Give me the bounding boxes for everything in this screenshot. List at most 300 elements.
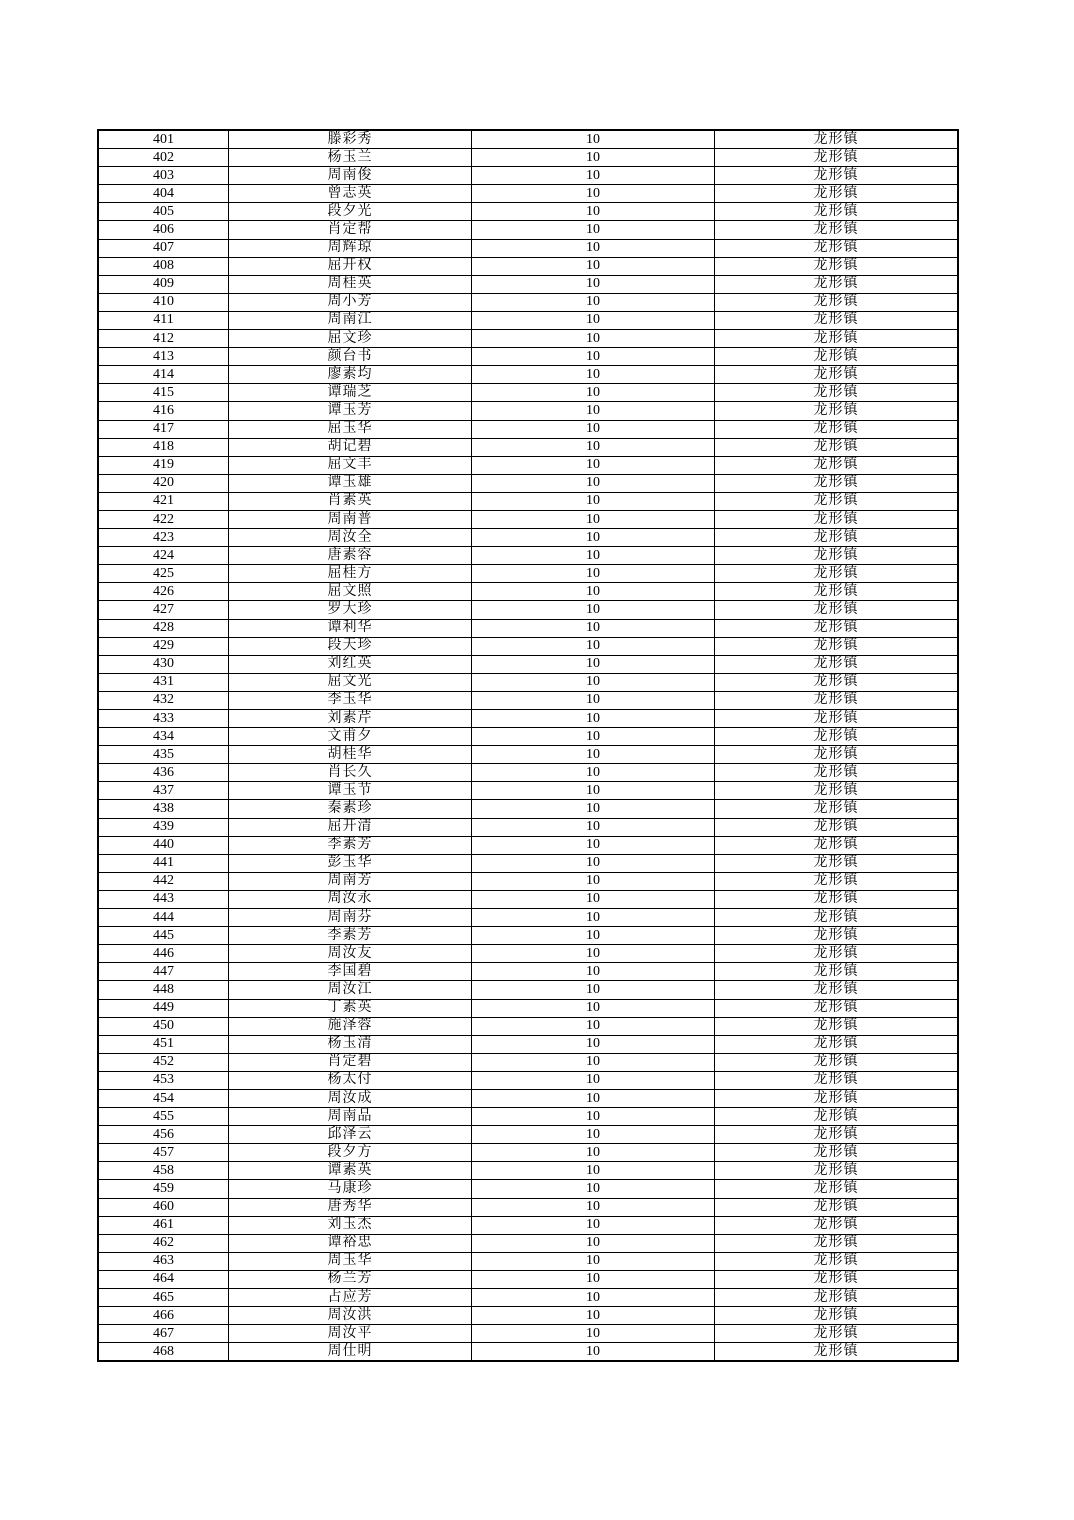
table-row — [98, 673, 958, 691]
amount-cell: 10 — [472, 963, 715, 981]
table-row — [98, 637, 958, 655]
name-cell: 李国碧 — [229, 963, 472, 981]
table-row — [98, 492, 958, 510]
town-cell: 龙形镇 — [715, 492, 959, 510]
name-cell: 杨兰芳 — [229, 1270, 472, 1288]
table-row — [98, 1071, 958, 1089]
town-cell: 龙形镇 — [715, 167, 959, 185]
row-number-cell: 424 — [98, 547, 229, 565]
amount-cell: 10 — [472, 510, 715, 528]
amount-cell: 10 — [472, 239, 715, 257]
table-row — [98, 456, 958, 474]
amount-cell: 10 — [472, 927, 715, 945]
town-cell: 龙形镇 — [715, 130, 959, 149]
row-number-cell: 438 — [98, 800, 229, 818]
amount-cell: 10 — [472, 655, 715, 673]
town-cell: 龙形镇 — [715, 981, 959, 999]
town-cell: 龙形镇 — [715, 583, 959, 601]
table-row — [98, 1343, 958, 1362]
row-number-cell: 410 — [98, 293, 229, 311]
town-cell: 龙形镇 — [715, 311, 959, 329]
row-number-cell: 437 — [98, 782, 229, 800]
table-row — [98, 1089, 958, 1107]
name-cell: 杨玉兰 — [229, 149, 472, 167]
town-cell: 龙形镇 — [715, 275, 959, 293]
name-cell: 谭瑞芝 — [229, 384, 472, 402]
row-number-cell: 423 — [98, 529, 229, 547]
name-cell: 周南江 — [229, 311, 472, 329]
name-cell: 李素芳 — [229, 927, 472, 945]
amount-cell: 10 — [472, 529, 715, 547]
table-row — [98, 710, 958, 728]
amount-cell: 10 — [472, 637, 715, 655]
amount-cell: 10 — [472, 872, 715, 890]
amount-cell: 10 — [472, 981, 715, 999]
table-row — [98, 583, 958, 601]
name-cell: 肖素英 — [229, 492, 472, 510]
amount-cell: 10 — [472, 673, 715, 691]
table-row — [98, 1017, 958, 1035]
amount-cell: 10 — [472, 330, 715, 348]
row-number-cell: 465 — [98, 1289, 229, 1307]
amount-cell: 10 — [472, 149, 715, 167]
town-cell: 龙形镇 — [715, 1325, 959, 1343]
name-cell: 屈文照 — [229, 583, 472, 601]
row-number-cell: 457 — [98, 1144, 229, 1162]
row-number-cell: 447 — [98, 963, 229, 981]
town-cell: 龙形镇 — [715, 384, 959, 402]
name-cell: 屈开权 — [229, 257, 472, 275]
row-number-cell: 453 — [98, 1071, 229, 1089]
row-number-cell: 406 — [98, 221, 229, 239]
amount-cell: 10 — [472, 854, 715, 872]
table-row — [98, 746, 958, 764]
table-row — [98, 1252, 958, 1270]
row-number-cell: 408 — [98, 257, 229, 275]
name-cell: 周南俊 — [229, 167, 472, 185]
row-number-cell: 439 — [98, 818, 229, 836]
row-number-cell: 431 — [98, 673, 229, 691]
name-cell: 屈文丰 — [229, 456, 472, 474]
amount-cell: 10 — [472, 691, 715, 709]
name-cell: 屈玉华 — [229, 420, 472, 438]
row-number-cell: 420 — [98, 474, 229, 492]
amount-cell: 10 — [472, 1180, 715, 1198]
table-row — [98, 800, 958, 818]
table-row — [98, 438, 958, 456]
town-cell: 龙形镇 — [715, 1126, 959, 1144]
table-row — [98, 384, 958, 402]
row-number-cell: 426 — [98, 583, 229, 601]
town-cell: 龙形镇 — [715, 547, 959, 565]
row-number-cell: 466 — [98, 1307, 229, 1325]
row-number-cell: 418 — [98, 438, 229, 456]
town-cell: 龙形镇 — [715, 836, 959, 854]
amount-cell: 10 — [472, 565, 715, 583]
name-cell: 胡记碧 — [229, 438, 472, 456]
town-cell: 龙形镇 — [715, 746, 959, 764]
town-cell: 龙形镇 — [715, 510, 959, 528]
name-cell: 谭利华 — [229, 619, 472, 637]
name-cell: 段夕方 — [229, 1144, 472, 1162]
name-cell: 颜台书 — [229, 348, 472, 366]
town-cell: 龙形镇 — [715, 185, 959, 203]
amount-cell: 10 — [472, 474, 715, 492]
town-cell: 龙形镇 — [715, 420, 959, 438]
table-row — [98, 927, 958, 945]
name-cell: 周汝平 — [229, 1325, 472, 1343]
amount-cell: 10 — [472, 890, 715, 908]
row-number-cell: 425 — [98, 565, 229, 583]
town-cell: 龙形镇 — [715, 474, 959, 492]
name-cell: 周玉华 — [229, 1252, 472, 1270]
name-cell: 段天珍 — [229, 637, 472, 655]
amount-cell: 10 — [472, 619, 715, 637]
name-cell: 谭玉节 — [229, 782, 472, 800]
name-cell: 周汝友 — [229, 945, 472, 963]
table-row — [98, 1307, 958, 1325]
town-cell: 龙形镇 — [715, 239, 959, 257]
table-row — [98, 1144, 958, 1162]
row-number-cell: 415 — [98, 384, 229, 402]
row-number-cell: 436 — [98, 764, 229, 782]
name-cell: 秦素珍 — [229, 800, 472, 818]
name-cell: 屈开清 — [229, 818, 472, 836]
name-cell: 杨玉清 — [229, 1035, 472, 1053]
row-number-cell: 456 — [98, 1126, 229, 1144]
town-cell: 龙形镇 — [715, 945, 959, 963]
town-cell: 龙形镇 — [715, 1307, 959, 1325]
table-row — [98, 619, 958, 637]
town-cell: 龙形镇 — [715, 1343, 959, 1362]
row-number-cell: 413 — [98, 348, 229, 366]
amount-cell: 10 — [472, 203, 715, 221]
name-cell: 罗大珍 — [229, 601, 472, 619]
town-cell: 龙形镇 — [715, 1289, 959, 1307]
name-cell: 屈文光 — [229, 673, 472, 691]
name-cell: 丁素英 — [229, 999, 472, 1017]
name-cell: 刘红英 — [229, 655, 472, 673]
row-number-cell: 446 — [98, 945, 229, 963]
row-number-cell: 401 — [98, 130, 229, 149]
row-number-cell: 441 — [98, 854, 229, 872]
name-cell: 谭裕忠 — [229, 1234, 472, 1252]
town-cell: 龙形镇 — [715, 1252, 959, 1270]
town-cell: 龙形镇 — [715, 1180, 959, 1198]
name-cell: 廖素均 — [229, 366, 472, 384]
table-row — [98, 1180, 958, 1198]
name-cell: 滕彩秀 — [229, 130, 472, 149]
name-cell: 肖长久 — [229, 764, 472, 782]
row-number-cell: 462 — [98, 1234, 229, 1252]
town-cell: 龙形镇 — [715, 529, 959, 547]
amount-cell: 10 — [472, 492, 715, 510]
table-row — [98, 963, 958, 981]
amount-cell: 10 — [472, 1198, 715, 1216]
amount-cell: 10 — [472, 293, 715, 311]
name-cell: 肖定碧 — [229, 1053, 472, 1071]
row-number-cell: 429 — [98, 637, 229, 655]
amount-cell: 10 — [472, 311, 715, 329]
table-row — [98, 890, 958, 908]
row-number-cell: 428 — [98, 619, 229, 637]
name-cell: 谭玉雄 — [229, 474, 472, 492]
table-row — [98, 854, 958, 872]
amount-cell: 10 — [472, 1144, 715, 1162]
table-row — [98, 1216, 958, 1234]
row-number-cell: 433 — [98, 710, 229, 728]
name-cell: 马康珍 — [229, 1180, 472, 1198]
row-number-cell: 468 — [98, 1343, 229, 1362]
table-row — [98, 1325, 958, 1343]
table-row — [98, 1126, 958, 1144]
name-cell: 刘素芹 — [229, 710, 472, 728]
table-row — [98, 818, 958, 836]
amount-cell: 10 — [472, 275, 715, 293]
row-number-cell: 458 — [98, 1162, 229, 1180]
table-row — [98, 764, 958, 782]
row-number-cell: 411 — [98, 311, 229, 329]
name-cell: 文甫夕 — [229, 728, 472, 746]
town-cell: 龙形镇 — [715, 691, 959, 709]
row-number-cell: 443 — [98, 890, 229, 908]
row-number-cell: 460 — [98, 1198, 229, 1216]
roster-table — [97, 129, 959, 1362]
town-cell: 龙形镇 — [715, 1162, 959, 1180]
town-cell: 龙形镇 — [715, 203, 959, 221]
name-cell: 刘玉杰 — [229, 1216, 472, 1234]
town-cell: 龙形镇 — [715, 818, 959, 836]
amount-cell: 10 — [472, 185, 715, 203]
name-cell: 周仕明 — [229, 1343, 472, 1362]
town-cell: 龙形镇 — [715, 890, 959, 908]
row-number-cell: 461 — [98, 1216, 229, 1234]
name-cell: 周南品 — [229, 1108, 472, 1126]
town-cell: 龙形镇 — [715, 963, 959, 981]
amount-cell: 10 — [472, 1053, 715, 1071]
row-number-cell: 464 — [98, 1270, 229, 1288]
amount-cell: 10 — [472, 384, 715, 402]
amount-cell: 10 — [472, 909, 715, 927]
name-cell: 周汝洪 — [229, 1307, 472, 1325]
table-row — [98, 909, 958, 927]
row-number-cell: 434 — [98, 728, 229, 746]
row-number-cell: 445 — [98, 927, 229, 945]
town-cell: 龙形镇 — [715, 1089, 959, 1107]
table-row — [98, 366, 958, 384]
amount-cell: 10 — [472, 818, 715, 836]
row-number-cell: 405 — [98, 203, 229, 221]
name-cell: 谭玉芳 — [229, 402, 472, 420]
town-cell: 龙形镇 — [715, 673, 959, 691]
name-cell: 周汝江 — [229, 981, 472, 999]
amount-cell: 10 — [472, 710, 715, 728]
name-cell: 屈文珍 — [229, 330, 472, 348]
town-cell: 龙形镇 — [715, 1035, 959, 1053]
table-row — [98, 203, 958, 221]
name-cell: 唐秀华 — [229, 1198, 472, 1216]
amount-cell: 10 — [472, 547, 715, 565]
table-row — [98, 311, 958, 329]
town-cell: 龙形镇 — [715, 710, 959, 728]
town-cell: 龙形镇 — [715, 330, 959, 348]
amount-cell: 10 — [472, 999, 715, 1017]
table-row — [98, 1270, 958, 1288]
town-cell: 龙形镇 — [715, 619, 959, 637]
amount-cell: 10 — [472, 1017, 715, 1035]
row-number-cell: 452 — [98, 1053, 229, 1071]
row-number-cell: 404 — [98, 185, 229, 203]
name-cell: 邱泽云 — [229, 1126, 472, 1144]
town-cell: 龙形镇 — [715, 1108, 959, 1126]
town-cell: 龙形镇 — [715, 655, 959, 673]
table-row — [98, 510, 958, 528]
amount-cell: 10 — [472, 1270, 715, 1288]
amount-cell: 10 — [472, 1162, 715, 1180]
amount-cell: 10 — [472, 438, 715, 456]
row-number-cell: 451 — [98, 1035, 229, 1053]
row-number-cell: 444 — [98, 909, 229, 927]
row-number-cell: 450 — [98, 1017, 229, 1035]
table-row — [98, 782, 958, 800]
amount-cell: 10 — [472, 420, 715, 438]
amount-cell: 10 — [472, 348, 715, 366]
town-cell: 龙形镇 — [715, 1017, 959, 1035]
amount-cell: 10 — [472, 583, 715, 601]
town-cell: 龙形镇 — [715, 601, 959, 619]
name-cell: 唐素容 — [229, 547, 472, 565]
row-number-cell: 421 — [98, 492, 229, 510]
name-cell: 曾志英 — [229, 185, 472, 203]
table-row — [98, 1053, 958, 1071]
row-number-cell: 432 — [98, 691, 229, 709]
table-row — [98, 728, 958, 746]
town-cell: 龙形镇 — [715, 1198, 959, 1216]
town-cell: 龙形镇 — [715, 728, 959, 746]
town-cell: 龙形镇 — [715, 366, 959, 384]
name-cell: 周汝永 — [229, 890, 472, 908]
table-row — [98, 1234, 958, 1252]
row-number-cell: 402 — [98, 149, 229, 167]
town-cell: 龙形镇 — [715, 402, 959, 420]
table-row — [98, 293, 958, 311]
town-cell: 龙形镇 — [715, 909, 959, 927]
town-cell: 龙形镇 — [715, 999, 959, 1017]
row-number-cell: 417 — [98, 420, 229, 438]
amount-cell: 10 — [472, 1252, 715, 1270]
row-number-cell: 455 — [98, 1108, 229, 1126]
town-cell: 龙形镇 — [715, 927, 959, 945]
amount-cell: 10 — [472, 1089, 715, 1107]
amount-cell: 10 — [472, 1216, 715, 1234]
row-number-cell: 435 — [98, 746, 229, 764]
town-cell: 龙形镇 — [715, 257, 959, 275]
amount-cell: 10 — [472, 1234, 715, 1252]
town-cell: 龙形镇 — [715, 456, 959, 474]
town-cell: 龙形镇 — [715, 149, 959, 167]
row-number-cell: 409 — [98, 275, 229, 293]
table-row — [98, 239, 958, 257]
town-cell: 龙形镇 — [715, 854, 959, 872]
amount-cell: 10 — [472, 1307, 715, 1325]
town-cell: 龙形镇 — [715, 348, 959, 366]
table-row — [98, 330, 958, 348]
table-row — [98, 402, 958, 420]
table-row — [98, 1289, 958, 1307]
town-cell: 龙形镇 — [715, 637, 959, 655]
name-cell: 周汝全 — [229, 529, 472, 547]
town-cell: 龙形镇 — [715, 1234, 959, 1252]
table-row — [98, 257, 958, 275]
table-row — [98, 185, 958, 203]
row-number-cell: 448 — [98, 981, 229, 999]
row-number-cell: 440 — [98, 836, 229, 854]
amount-cell: 10 — [472, 1035, 715, 1053]
table-row — [98, 1108, 958, 1126]
amount-cell: 10 — [472, 1108, 715, 1126]
name-cell: 周南芳 — [229, 872, 472, 890]
table-row — [98, 872, 958, 890]
row-number-cell: 459 — [98, 1180, 229, 1198]
table-row — [98, 691, 958, 709]
row-number-cell: 454 — [98, 1089, 229, 1107]
name-cell: 周汝成 — [229, 1089, 472, 1107]
table-row — [98, 999, 958, 1017]
table-row — [98, 565, 958, 583]
town-cell: 龙形镇 — [715, 1144, 959, 1162]
table-row — [98, 1035, 958, 1053]
amount-cell: 10 — [472, 728, 715, 746]
amount-cell: 10 — [472, 456, 715, 474]
town-cell: 龙形镇 — [715, 565, 959, 583]
amount-cell: 10 — [472, 746, 715, 764]
town-cell: 龙形镇 — [715, 1071, 959, 1089]
table-row — [98, 655, 958, 673]
table-row — [98, 348, 958, 366]
name-cell: 段夕光 — [229, 203, 472, 221]
name-cell: 杨太付 — [229, 1071, 472, 1089]
amount-cell: 10 — [472, 945, 715, 963]
roster-table-body — [98, 130, 958, 1361]
amount-cell: 10 — [472, 1289, 715, 1307]
amount-cell: 10 — [472, 1343, 715, 1362]
table-row — [98, 1162, 958, 1180]
amount-cell: 10 — [472, 167, 715, 185]
amount-cell: 10 — [472, 1325, 715, 1343]
amount-cell: 10 — [472, 221, 715, 239]
row-number-cell: 442 — [98, 872, 229, 890]
amount-cell: 10 — [472, 782, 715, 800]
table-row — [98, 529, 958, 547]
row-number-cell: 467 — [98, 1325, 229, 1343]
name-cell: 谭素英 — [229, 1162, 472, 1180]
name-cell: 占应芳 — [229, 1289, 472, 1307]
name-cell: 周辉琼 — [229, 239, 472, 257]
row-number-cell: 427 — [98, 601, 229, 619]
name-cell: 周南芬 — [229, 909, 472, 927]
table-row — [98, 547, 958, 565]
row-number-cell: 463 — [98, 1252, 229, 1270]
amount-cell: 10 — [472, 1126, 715, 1144]
row-number-cell: 422 — [98, 510, 229, 528]
town-cell: 龙形镇 — [715, 293, 959, 311]
table-row — [98, 1198, 958, 1216]
town-cell: 龙形镇 — [715, 800, 959, 818]
name-cell: 李玉华 — [229, 691, 472, 709]
amount-cell: 10 — [472, 1071, 715, 1089]
town-cell: 龙形镇 — [715, 1216, 959, 1234]
town-cell: 龙形镇 — [715, 1053, 959, 1071]
